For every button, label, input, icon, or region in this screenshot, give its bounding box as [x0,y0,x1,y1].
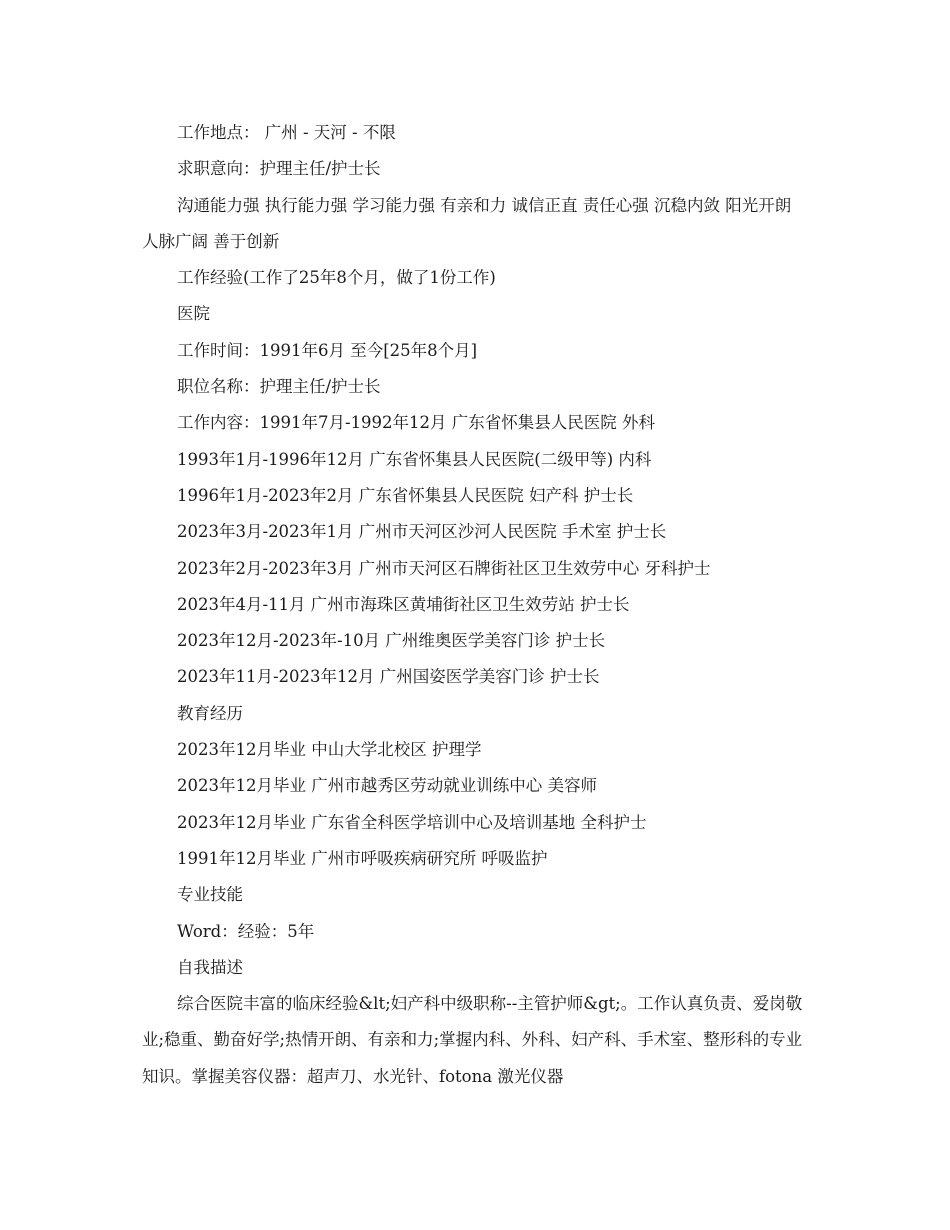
education-item: 2023年12月毕业 中山大学北校区 护理学 [177,740,482,760]
document-body [142,115,812,1095]
work-period-line: 工作时间：1991年6月 至今[25年8个月] [177,340,478,360]
work-history-item: 2023年12月-2023年-10月 广州维奥医学美容门诊 护士长 [177,631,606,651]
work-history-item: 2023年2月-2023年3月 广州市天河区石牌街社区卫生效劳中心 牙科护士 [177,558,711,578]
work-experience-heading: 工作经验(工作了25年8个月，做了1份工作) [177,268,496,288]
self-description-heading: 自我描述 [177,957,243,977]
work-history-item: 1996年1月-2023年2月 广东省怀集县人民医院 妇产科 护士长 [177,485,634,505]
position-title-line: 职位名称：护理主任/护士长 [177,377,381,397]
self-description-text: 综合医院丰富的临床经验&lt;妇产科中级职称--主管护师&gt;。工作认真负责、爱岗敬业;稳重、勤奋好学;热情开朗、有亲和力;掌握内科、外科、妇产科、手术室、整形科的专业知识。掌握美容仪器：超声刀、水光针、fotona 激光仪器 [142,994,803,1086]
education-item: 2023年12月毕业 广州市越秀区劳动就业训练中心 美容师 [177,776,597,796]
work-content-line: 工作内容：1991年7月-1992年12月 广东省怀集县人民医院 外科 [177,413,656,433]
work-history-item: 2023年11月-2023年12月 广州国姿医学美容门诊 护士长 [177,667,600,687]
education-item: 1991年12月毕业 广州市呼吸疾病研究所 呼吸监护 [177,848,548,868]
skills-heading: 专业技能 [177,885,243,905]
strengths-line: 沟通能力强 执行能力强 学习能力强 有亲和力 诚信正直 责任心强 沉稳内敛 阳光开朗 人脉广阔 善于创新 [142,195,792,251]
skill-item: Word：经验：5年 [177,921,315,941]
employer-line: 医院 [177,304,210,324]
work-history-item: 1993年1月-1996年12月 广东省怀集县人民医院(二级甲等) 内科 [177,449,652,469]
education-item: 2023年12月毕业 广东省全科医学培训中心及培训基地 全科护士 [177,812,647,832]
job-intention-line: 求职意向：护理主任/护士长 [177,159,381,179]
work-history-item: 2023年3月-2023年1月 广州市天河区沙河人民医院 手术室 护士长 [177,522,667,542]
work-location-line: 工作地点： 广州 - 天河 - 不限 [177,123,396,142]
work-history-item: 2023年4月-11月 广州市海珠区黄埔街社区卫生效劳站 护士长 [177,594,630,614]
education-heading: 教育经历 [177,703,243,723]
